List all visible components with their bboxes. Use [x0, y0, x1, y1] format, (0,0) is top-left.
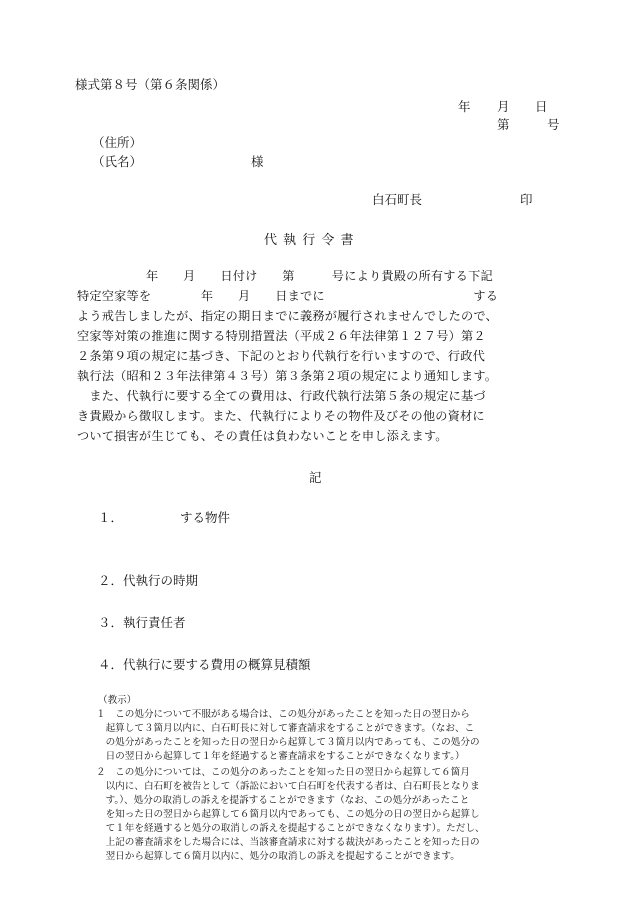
- document-title: 代 執 行 令 書: [264, 233, 355, 248]
- body-line: よう戒告しましたが、指定の期日までに義務が履行されませんでしたので、: [77, 309, 498, 323]
- list-item: [98, 655, 311, 673]
- list-item: [98, 571, 198, 589]
- item-text: 執行責任者: [123, 615, 186, 630]
- body-line: ついて損害が生じても、その責任は負わないことを申し添えます。: [77, 429, 448, 443]
- honorific: 様: [251, 154, 264, 169]
- body-line: 年 月 日付け 第 号により貴殿の所有する下記: [146, 269, 493, 283]
- date-day-label: 日: [535, 99, 548, 114]
- item-number: ４．: [98, 657, 124, 672]
- notice-heading: （教示）: [98, 695, 137, 706]
- body-line: 特定空家等を 年 月 日までに する: [77, 289, 499, 303]
- body-line: また、代執行に要する全ての費用は、行政代執行法第５条の規定に基づ: [77, 389, 486, 403]
- body-line: 執行法（昭和２３年法律第４３号）第３条第２項の規定により通知します。: [77, 369, 498, 383]
- notice-line: 起算して３箇月以内に、白石町長に対して審査請求をすることができます。（なお、こ: [96, 723, 475, 734]
- issuer-seal: 印: [520, 192, 533, 207]
- notice-line: す。）、処分の取消しの訴えを提訴することができます（なお、この処分があったこと: [96, 795, 470, 806]
- form-number: 様式第８号（第６条関係）: [75, 77, 226, 92]
- ki-mark: 記: [309, 470, 322, 485]
- name-label: （氏名）: [92, 154, 143, 169]
- body-line: 空家等対策の推進に関する特別措置法（平成２６年法律第１２７号）第２: [77, 329, 486, 343]
- item-text: 代執行に要する費用の概算見積額: [123, 657, 311, 672]
- notice-line: 日の翌日から起算して１年を経過すると審査請求をすることができなくなります。）: [96, 751, 465, 762]
- item-text: する物件: [180, 510, 231, 525]
- item-number: ３．: [98, 615, 124, 630]
- date-year-label: 年: [458, 99, 471, 114]
- issuer-title: 白石町長: [372, 192, 423, 207]
- list-item: [98, 508, 123, 526]
- notice-line: １ この処分について不服がある場合は、この処分があったことを知った日の翌日から: [96, 709, 470, 720]
- notice-line: 以内に、白石町を被告として（訴訟において白石町を代表する者は、白石町長となりま: [96, 781, 480, 792]
- notice-line: 上記の審査請求をした場合には、当該審査請求に対する裁決があったことを知った日の: [96, 837, 480, 848]
- notice-line: て１年を経過すると処分の取消しの訴えを提起することができなくなります）。ただし、: [96, 823, 485, 834]
- notice-line: の処分があったことを知った日の翌日から起算して３箇月以内であっても、この処分の: [96, 737, 480, 748]
- address-label: （住所）: [92, 135, 143, 150]
- notice-line: 翌日から起算して６箇月以内に、処分の取消しの訴えを提起することができます。: [96, 851, 460, 862]
- item-number: ２．: [98, 573, 124, 588]
- document-number: 第 号: [497, 117, 560, 132]
- date-month-label: 月: [497, 99, 510, 114]
- item-text: 代執行の時期: [123, 573, 199, 588]
- notice-line: ２ この処分については、この処分のあったことを知った日の翌日から起算して６箇月: [96, 767, 470, 778]
- body-line: き貴殿から徴収します。また、代執行によりその物件及びその他の資材に: [77, 409, 485, 423]
- list-item: [98, 613, 186, 631]
- notice-line: を知った日の翌日から起算して６箇月以内であっても、この処分の日の翌日から起算し: [96, 809, 480, 820]
- item-number: １．: [98, 510, 124, 525]
- body-line: ２条第９項の規定に基づき、下記のとおり代執行を行いますので、行政代: [77, 349, 486, 363]
